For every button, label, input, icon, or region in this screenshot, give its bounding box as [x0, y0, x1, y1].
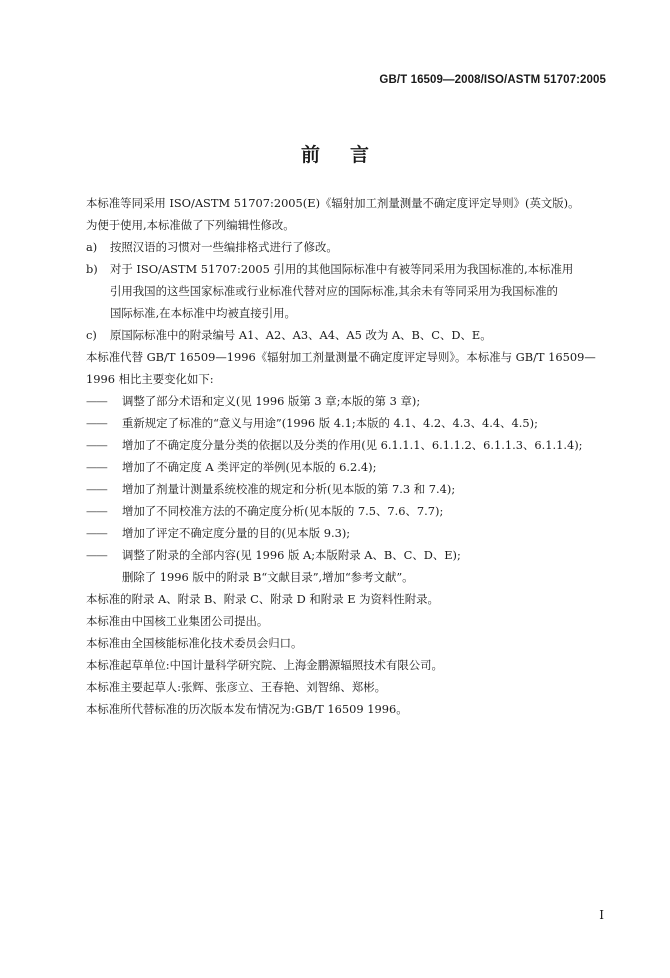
paragraph-line: 本标准主要起草人:张辉、张彦立、王春艳、刘智绵、郑彬。	[86, 680, 386, 694]
dash-marker: ——	[86, 394, 107, 408]
list-item-text: 按照汉语的习惯对一些编排格式进行了修改。	[110, 240, 338, 254]
paragraph-line: 1996 相比主要变化如下:	[86, 372, 214, 386]
page-title: 前言	[300, 144, 399, 166]
change-item	[86, 478, 616, 500]
paragraph-line: 本标准所代替标准的历次版本发布情况为:GB/T 16509 1996。	[86, 702, 408, 716]
dash-marker: ——	[86, 482, 107, 496]
dash-marker: ——	[86, 438, 107, 452]
change-text: 增加了不确定度 A 类评定的举例(见本版的 6.2.4);	[122, 460, 377, 474]
list-item-text: 对于 ISO/ASTM 51707:2005 引用的其他国际标准中有被等同采用为我国标准的,本标准用	[110, 262, 574, 276]
change-text: 调整了部分术语和定义(见 1996 版第 3 章;本版的第 3 章);	[122, 394, 421, 408]
change-text: 增加了剂量计测量系统校准的规定和分析(见本版的第 7.3 和 7.4);	[122, 482, 456, 496]
page-number: I	[599, 908, 604, 922]
change-text: 调整了附录的全部内容(见 1996 版 A;本版附录 A、B、C、D、E);	[122, 548, 461, 562]
paragraph-line: 本标准起草单位:中国计量科学研究院、上海金鹏源辐照技术有限公司。	[86, 658, 443, 672]
change-text: 重新规定了标准的“意义与用途”(1996 版 4.1;本版的 4.1、4.2、4.3、4.4、4.5);	[122, 416, 538, 430]
standard-code-header: GB/T 16509—2008/ISO/ASTM 51707:2005	[379, 74, 606, 86]
list-item-label: a)	[86, 240, 98, 254]
dash-marker: ——	[86, 504, 107, 518]
paragraph-line: 本标准的附录 A、附录 B、附录 C、附录 D 和附录 E 为资料性附录。	[86, 592, 439, 606]
paragraph-line: 本标准由全国核能标准化技术委员会归口。	[86, 636, 303, 650]
list-item-text: 引用我国的这些国家标准或行业标准代替对应的国际标准,其余未有等同采用为我国标准的	[110, 284, 558, 298]
list-item-label: b)	[86, 262, 98, 276]
change-item	[86, 412, 616, 434]
change-item	[86, 544, 616, 566]
dash-marker: ——	[86, 460, 107, 474]
paragraph-line: 本标准由中国核工业集团公司提出。	[86, 614, 269, 628]
paragraph-line: 本标准等同采用 ISO/ASTM 51707:2005(E)《辐射加工剂量测量不确定度评定导则》(英文版)。	[86, 196, 580, 210]
change-item	[86, 456, 616, 478]
list-item-text: 原国际标准中的附录编号 A1、A2、A3、A4、A5 改为 A、B、C、D、E。	[110, 328, 492, 342]
change-item	[86, 500, 616, 522]
list-item-text: 国际标准,在本标准中均被直接引用。	[110, 306, 296, 320]
change-item	[86, 522, 616, 544]
paragraph-line: 为便于使用,本标准做了下列编辑性修改。	[86, 218, 295, 232]
list-item-a	[86, 236, 616, 258]
change-item	[86, 434, 616, 456]
change-item	[86, 390, 616, 412]
dash-marker: ——	[86, 416, 107, 430]
dash-marker: ——	[86, 548, 107, 562]
change-text: 增加了评定不确定度分量的目的(见本版 9.3);	[122, 526, 351, 540]
list-item-c	[86, 324, 616, 346]
change-continuation: 删除了 1996 版中的附录 B“文献目录”,增加“参考文献”。	[122, 570, 414, 584]
dash-marker: ——	[86, 526, 107, 540]
change-text: 增加了不同校准方法的不确定度分析(见本版的 7.5、7.6、7.7);	[122, 504, 444, 518]
paragraph-line: 本标准代替 GB/T 16509—1996《辐射加工剂量测量不确定度评定导则》。本标准与 GB/T 16509—	[86, 350, 596, 364]
list-item-label: c)	[86, 328, 97, 342]
change-text: 增加了不确定度分量分类的依据以及分类的作用(见 6.1.1.1、6.1.1.2、6.1.1.3、6.1.1.4);	[122, 438, 583, 452]
document-body	[86, 192, 616, 720]
list-item-b	[86, 258, 616, 324]
